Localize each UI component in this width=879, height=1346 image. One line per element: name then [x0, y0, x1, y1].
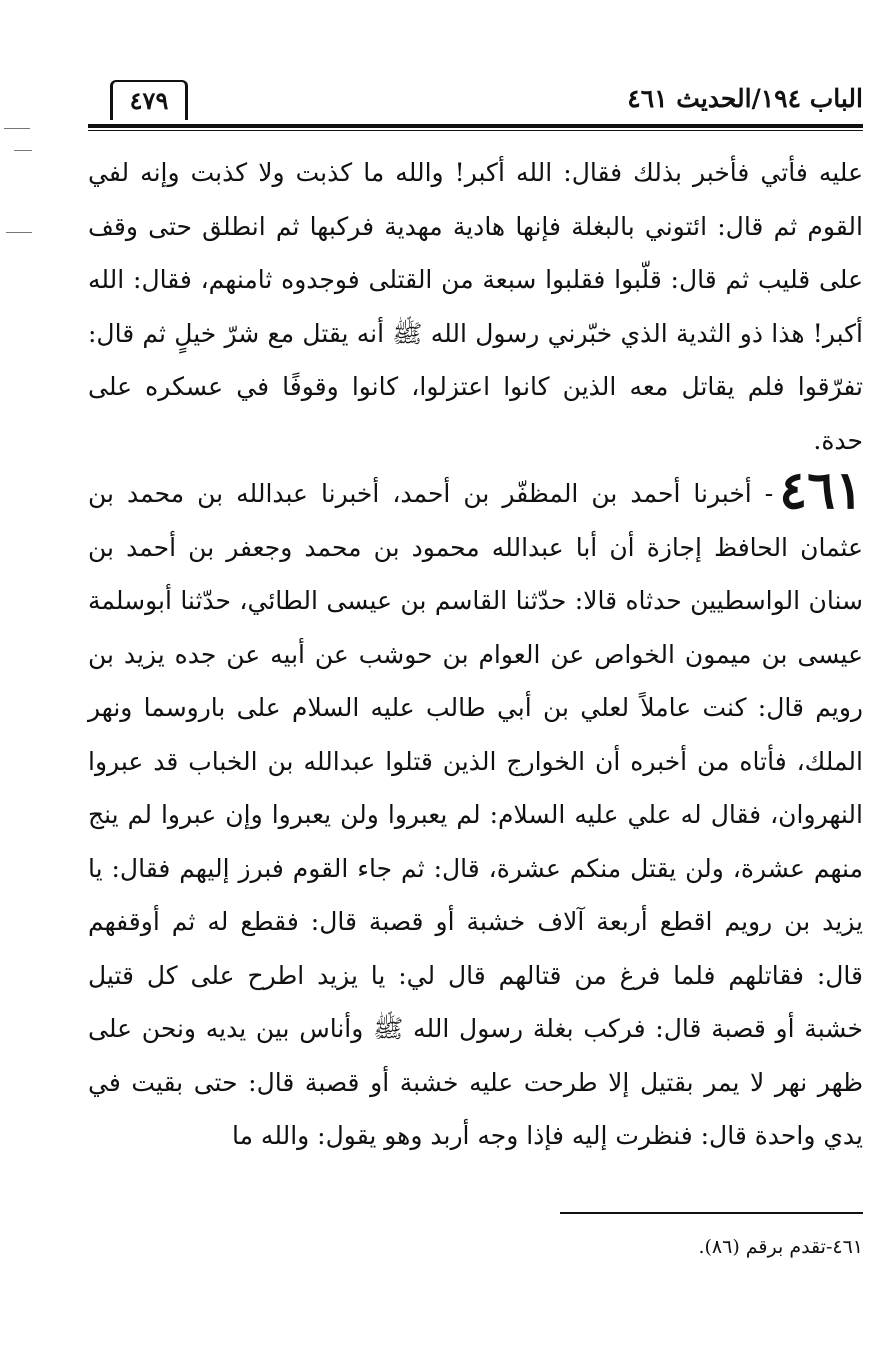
page-number: ٤٧٩ — [110, 80, 188, 120]
body-text — [88, 146, 863, 1163]
hadith-number: ٤٦١ — [779, 460, 863, 521]
running-title: الباب ١٩٤/الحديث ٤٦١ — [627, 84, 863, 113]
margin-scan-mark — [14, 150, 32, 151]
hadith-paragraph — [88, 460, 863, 1163]
margin-scan-mark — [6, 232, 32, 233]
footnote: ٤٦١-تقدم برقم (٨٦). — [698, 1236, 863, 1258]
header-rule-thin — [88, 130, 863, 131]
header-rule — [88, 124, 863, 128]
margin-scan-mark — [4, 128, 30, 129]
page-header — [88, 76, 863, 124]
paragraph-continuation: عليه فأتي فأخبر بذلك فقال: الله أكبر! والله ما كذبت ولا كذبت وإنه لفي القوم ثم قال: ائتوني بالبغلة فإنها هادية مهدية فركبها ثم انطلق حتى وقف على قليب ثم قال: قلّبوا فقلبوا سبعة من القتلى فوجدوه ثامنهم، فقال: الله أكبر! هذا ذو الثدية الذي خبّرني رسول الله ﷺ أنه يقتل مع شرّ خيلٍ ثم قال: تفرّقوا فلم يقاتل معه الذين كانوا اعتزلوا، كانوا وقوفًا في عسكره على حدة. — [88, 158, 863, 455]
footnote-rule — [560, 1212, 863, 1214]
hadith-text: - أخبرنا أحمد بن المظفّر بن أحمد، أخبرنا عبدالله بن محمد بن عثمان الحافظ إجازة أن أبا عبدالله محمود بن محمد وجعفر بن أحمد بن سنان الواسطيين حدثاه قالا: حدّثنا القاسم بن عيسى الطائي، حدّثنا أبوسلمة عيسى بن ميمون الخواص عن العوام بن حوشب عن أبيه عن جده يزيد بن رويم قال: كنت عاملاً لعلي بن أبي طالب عليه السلام على باروسما ونهر الملك، فأتاه من أخبره أن الخوارج الذين قتلوا عبدالله بن الخباب قد عبروا النهروان، فقال له علي عليه السلام: لم يعبروا ولن يعبروا وإن عبروا لم ينج منهم عشرة، ولن يقتل منكم عشرة، قال: ثم جاء القوم فبرز إليهم فقال: يا يزيد بن رويم اقطع أربعة آلاف خشبة أو قصبة قال: فقطع له ثم أوقفهم قال: فقاتلهم فلما فرغ من قتالهم قال لي: يا يزيد اطرح على كل قتيل خشبة أو قصبة قال: فركب بغلة رسول الله ﷺ وأناس بين يديه ونحن على ظهر نهر لا يمر بقتيل إلا طرحت عليه خشبة أو قصبة قال: حتى بقيت في يدي واحدة قال: فنظرت إليه فإذا وجه أربد وهو يقول: والله ما — [88, 479, 863, 1150]
